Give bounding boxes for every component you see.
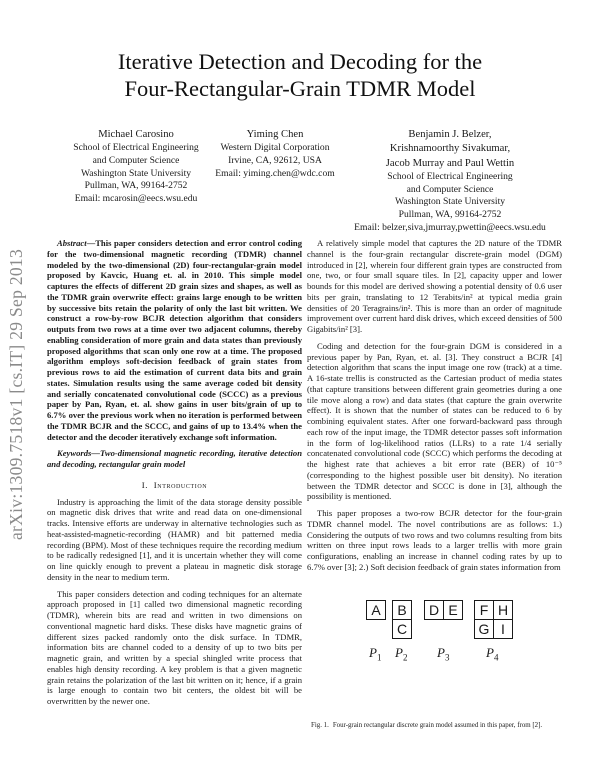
section-number: I. xyxy=(141,479,149,490)
author-email[interactable]: Email: yiming.chen@wdc.com xyxy=(215,167,335,179)
grain-tile-h: H xyxy=(493,600,513,620)
right-column xyxy=(307,238,562,579)
left-column xyxy=(47,238,302,713)
body-paragraph: Coding and detection for the four-grain DGM is considered in a previous paper by Pan, Ryan, et. al. [3]. They construct a BCJR [4] detection algorithm that scans the input image one row (track) at a time. A 16-state trellis is constructed as the Cartesian product of media states (that capture transitions between different grain geometries during a one tile move along a row) and data states (that capture the grain overwrite effect). It is shown that the number of states can be reduced to 6 by combining equivalent states. After one forward-backward pass through each row of the input image, the TDMR detector passes soft information in the form of log-likelihood ratios (LLRs) to a rate 1/4 serially concatenated convolutional code (SCCC) which performs the decoding at the highest rate that achieves a bit error rate (BER) of 10⁻⁵ (corresponding to the highest possible user bit density). No iteration between the TDMR detector and SCCC is done in [3], although the possibility is mentioned. xyxy=(307,340,562,502)
author-address: Pullman, WA, 99164-2752 xyxy=(84,180,188,192)
author-address: Irvine, CA, 92612, USA xyxy=(228,155,322,166)
abstract-paragraph xyxy=(47,238,302,442)
keywords-text: —Two-dimensional magnetic recording, iterative detection and decoding, rectangular grain model xyxy=(47,448,302,469)
author-affiliation: Washington State University xyxy=(394,196,506,208)
arxiv-stamp xyxy=(4,204,30,584)
author-email[interactable]: Email: belzer,siva,jmurray,pwettin@eecs.wsu.edu xyxy=(354,221,546,233)
author-name: Krishnamoorthy Sivakumar, xyxy=(389,143,511,155)
body-paragraph: A relatively simple model that captures the 2D nature of the TDMR channel is the four-grain rectangular discrete-grain model (DGM) introduced in [2], wherein four different grain types are constructed from one, two, or four small square tiles. In [2], capacity upper and lower bounds for this model are derived showing a potential density of 0.6 user bits per grain, translating to 12 Terabits/in² at typical media grain densities of 20 Teragrains/in². This is more than an order of magnitude improvement over current hard disk drives, which exceed densities of 500 Gigabits/in² [3]. xyxy=(307,238,562,334)
author-block-1 xyxy=(52,128,220,205)
paper-title xyxy=(40,48,560,102)
author-block-3 xyxy=(330,128,570,234)
section-heading xyxy=(47,480,302,491)
section-title: Introduction xyxy=(153,479,208,490)
grain-tile-i: I xyxy=(493,619,513,639)
title-line-2: Four-Rectangular-Grain TDMR Model xyxy=(124,76,476,101)
grain-tile-e: E xyxy=(443,600,463,620)
abstract-lead: Abstract xyxy=(57,238,87,248)
author-address: Pullman, WA, 99164-2752 xyxy=(398,209,502,220)
keywords xyxy=(47,448,302,470)
grain-tile-c: C xyxy=(392,619,412,639)
abstract xyxy=(47,238,302,442)
grain-label-p3: $P_3$ xyxy=(437,645,450,663)
author-name: Benjamin J. Belzer, xyxy=(408,129,492,140)
grain-tile-d: D xyxy=(424,600,444,620)
caption-text: Four-grain rectangular discrete grain model assumed in this paper, from [2]. xyxy=(332,722,543,729)
author-affiliation: Washington State University xyxy=(80,167,192,179)
body-paragraph: This paper considers detection and coding techniques for an alternate approach proposed in [1] called two dimensional magnetic recording (TDMR), wherein bits are read and written in two dimensions on conventional magnetic hard disks. These disks have magnetic grains of different sizes packed randomly onto the disk surface. In TDMR, information bits are channel coded to a density of up to two bits per magnetic grain, and written by a special shingled write process that enables high density recording. A key problem is that a given magnetic grain retains the polarization of the last bit written on it; hence, if a grain is large enough to contain two bit centers, the oldest bit will be overwritten by the newer one. xyxy=(47,588,302,706)
title-line-1: Iterative Detection and Decoding for the xyxy=(117,49,483,74)
figure-caption xyxy=(311,722,563,731)
author-name: Jacob Murray and Paul Wettin xyxy=(385,157,515,169)
grain-tile-a: A xyxy=(366,600,386,620)
figure-grain-model xyxy=(362,600,522,710)
grain-tile-b: B xyxy=(392,600,412,620)
author-name: Yiming Chen xyxy=(246,129,304,140)
author-affiliation: and Computer Science xyxy=(406,183,494,195)
grain-label-p2: $P_2$ xyxy=(395,645,408,663)
author-affiliation: School of Electrical Engineering xyxy=(387,171,513,183)
abstract-text: —This paper considers detection and error control coding for the two-dimensional magnetic recording (TDMR) channel modeled by the two-dimensional (2D) four-rectangular-grain model proposed by Kavcic, Huang et. al. in 2010. This simple model captures the effects of different 2D grain sizes and shapes, as well as the TDMR grain overwrite effect: grains large enough to be written by successive bits retain the polarity of only the last bit written. We construct a row-by-row BCJR detection algorithm that considers outputs from two rows at a time over two adjacent columns, thereby enabling consideration of more grain and data states than previously proposed algorithms that scan only one row at a time. The proposed algorithm employs soft-decision feedback of grain states from previous rows to aid the estimation of current data bits and grain states. Simulation results using the same average coded bit density and serially concatenated convolutional code (SCCC) as a previous paper by Pan, Ryan, et. al. show gains in user bits/grain of up to 6.7% over the previous work when no iteration is performed between the TDMR BCJR and the SCCC, and gains of up to 13.4% when the detector and the decoder iteratively exchange soft information. xyxy=(47,238,302,442)
author-name: Michael Carosino xyxy=(98,129,174,140)
keywords-lead: Keywords xyxy=(57,448,92,459)
caption-label: Fig. 1. xyxy=(311,722,329,729)
grain-label-p1: $P_1$ xyxy=(369,645,382,663)
author-affiliation: and Computer Science xyxy=(92,155,180,166)
grain-label-p4: $P_4$ xyxy=(486,645,499,663)
author-email[interactable]: Email: mcarosin@eecs.wsu.edu xyxy=(74,192,198,204)
author-block-2 xyxy=(200,128,350,180)
arxiv-id[interactable]: arXiv:1309.7518v1 [cs.IT] 29 Sep 2013 xyxy=(6,248,27,540)
author-affiliation: School of Electrical Engineering xyxy=(73,142,199,154)
body-paragraph: Industry is approaching the limit of the data storage density possible on magnetic disk drives that write and read data on one-dimensional tracks. Intensive efforts are underway in alternative technologies such as heat-assisted-magnetic-recording (HAMR) and bit patterned media recording (BPM). Most of these techniques require the recording medium to be radically redesigned [1], and it is uncertain whether they will come on line quickly enough to prevent a plateau in magnetic disk storage density in the near to medium term. xyxy=(47,496,302,582)
author-affiliation: Western Digital Corporation xyxy=(220,142,330,154)
body-paragraph: This paper proposes a two-row BCJR detector for the four-grain TDMR channel model. The novel contributions are as follows: 1.) Considering the outputs of two rows and two columns resulting from bits written on three input rows leads to a larger trellis with more grain configurations, enabling an increase in channel coding rates by up to 6.7% over [3]; 2.) Soft decision feedback of grain states information from xyxy=(307,508,562,572)
grain-tile-f: F xyxy=(474,600,494,620)
grain-tile-g: G xyxy=(474,619,494,639)
